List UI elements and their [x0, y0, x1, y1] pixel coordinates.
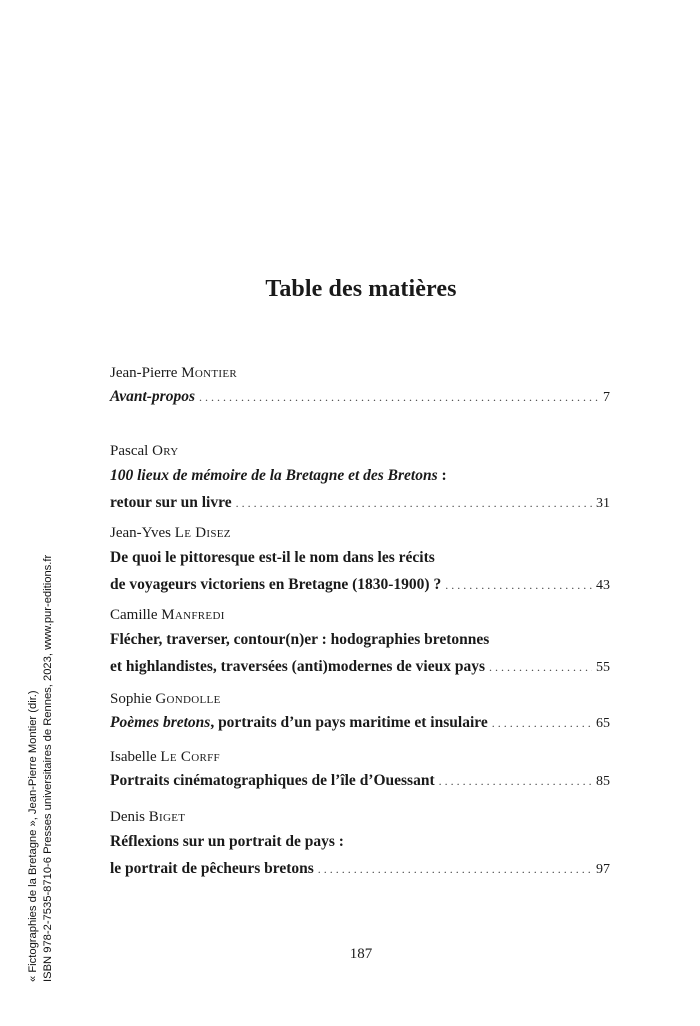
toc-entry: [110, 806, 610, 882]
leader-dots: [489, 654, 592, 680]
leader-dots: [445, 572, 592, 598]
toc-title-row[interactable]: [110, 490, 610, 516]
toc-author: Jean-Pierre Montier: [110, 365, 237, 381]
toc-title-row[interactable]: [110, 856, 610, 882]
toc-page-number: 85: [596, 774, 610, 789]
toc-title-line[interactable]: Flécher, traverser, contour(n)er : hodographies bretonnes: [110, 631, 490, 648]
toc-entry: [110, 688, 610, 736]
leader-dots: [318, 856, 592, 882]
toc-title: Poèmes bretons, portraits d’un pays maritime et insulaire: [110, 714, 488, 731]
toc-title-row[interactable]: [110, 654, 610, 680]
toc-title-row[interactable]: [110, 768, 610, 794]
leader-dots: [236, 490, 592, 516]
toc-title-row[interactable]: [110, 384, 610, 410]
toc-author: Isabelle Le Corff: [110, 749, 220, 765]
toc-title: et highlandistes, traversées (anti)modernes de vieux pays: [110, 658, 485, 675]
toc-author: Pascal Ory: [110, 443, 179, 459]
toc-title: Avant-propos: [110, 388, 195, 405]
toc-page-number: 65: [596, 716, 610, 731]
toc-page-number: 7: [603, 390, 610, 405]
side-note-line-2: ISBN 978-2-7535-8710-6 Presses universitaires de Rennes, 2023, www.pur-editions.fr: [42, 554, 54, 982]
toc-entry: [110, 746, 610, 794]
toc-entry: [110, 522, 610, 598]
toc-author: Sophie Gondolle: [110, 691, 221, 707]
toc-page-number: 55: [596, 660, 610, 675]
toc-title-line[interactable]: De quoi le pittoresque est-il le nom dans les récits: [110, 549, 435, 566]
toc-title: retour sur un livre: [110, 494, 232, 511]
toc-entry: [110, 440, 610, 516]
toc-page-number: 43: [596, 578, 610, 593]
toc-page-number: 31: [596, 496, 610, 511]
toc-entry: [110, 362, 610, 410]
page-title: Table des matières: [265, 276, 457, 302]
toc-author: Jean-Yves Le Disez: [110, 525, 231, 541]
toc-author: Camille Manfredi: [110, 607, 225, 623]
toc-title: Portraits cinématographiques de l’île d’Ouessant: [110, 772, 435, 789]
toc-title-line[interactable]: 100 lieux de mémoire de la Bretagne et des Bretons :: [110, 467, 447, 484]
page-number: 187: [349, 946, 373, 962]
toc-title-line[interactable]: Réflexions sur un portrait de pays :: [110, 833, 344, 850]
side-note-line-1: « Fictographies de la Bretagne », Jean-Pierre Montier (dir.): [27, 690, 39, 982]
leader-dots: [439, 768, 592, 794]
leader-dots: [199, 384, 599, 410]
toc-title: de voyageurs victoriens en Bretagne (1830-1900) ?: [110, 576, 442, 593]
toc-page-number: 97: [596, 862, 610, 877]
toc-entry: [110, 604, 610, 680]
toc-title-row[interactable]: [110, 572, 610, 598]
toc-title-row[interactable]: [110, 710, 610, 736]
toc-author: Denis Biget: [110, 809, 186, 825]
leader-dots: [492, 710, 592, 736]
toc-title: le portrait de pêcheurs bretons: [110, 860, 314, 877]
